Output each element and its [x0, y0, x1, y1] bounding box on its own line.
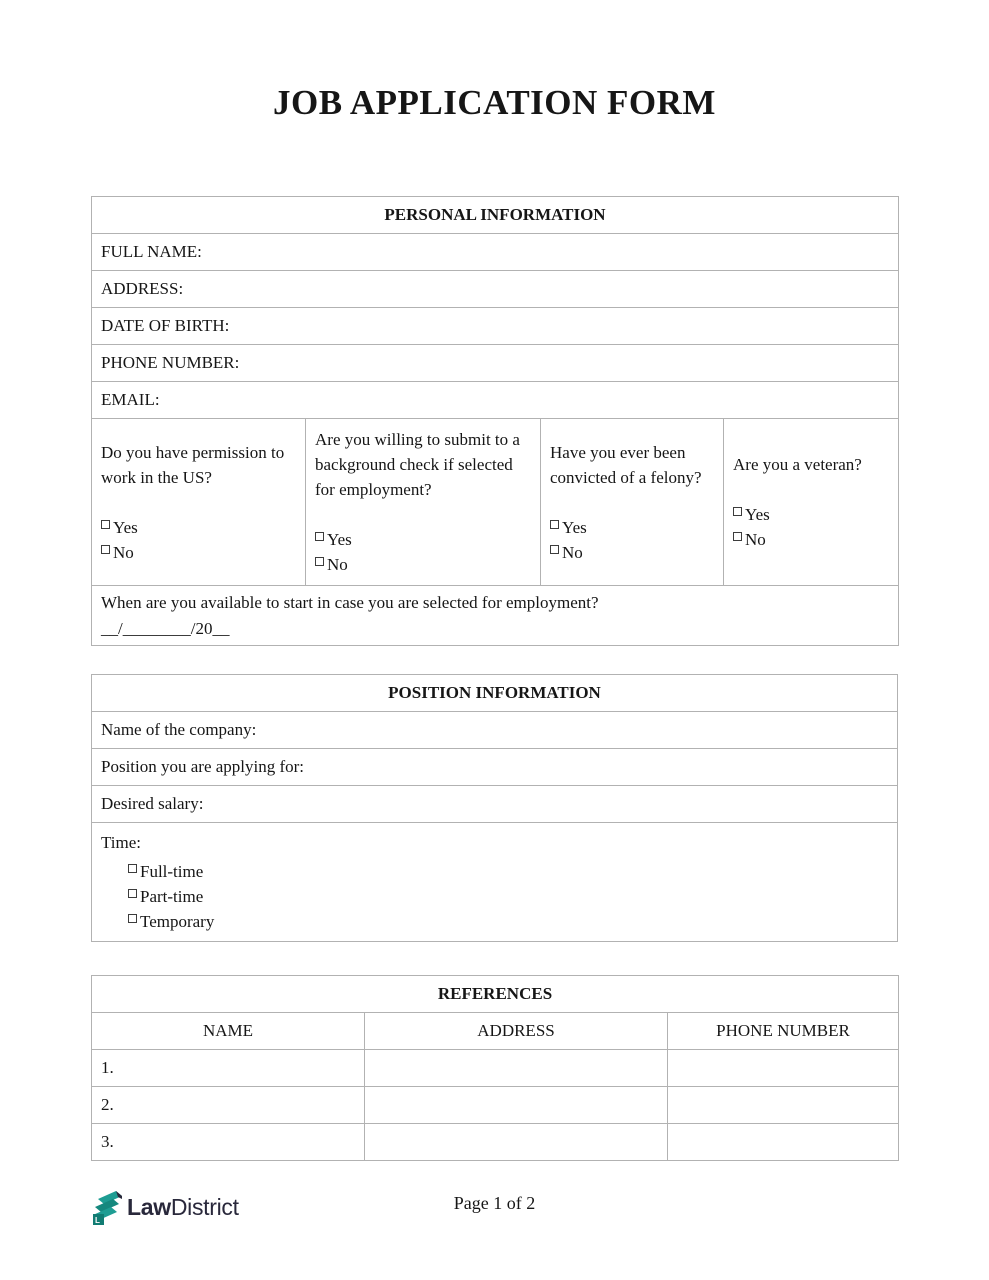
address-label: ADDRESS:	[101, 279, 184, 298]
references-address-column-header: ADDRESS	[365, 1013, 668, 1050]
availability-question: When are you available to start in case you are selected for employment?	[101, 592, 599, 612]
reference-row	[92, 1087, 899, 1124]
reference-row	[92, 1124, 899, 1161]
checkbox-icon[interactable]	[550, 545, 559, 554]
references-phone-column-header: PHONE NUMBER	[668, 1013, 899, 1050]
personal-section-header: PERSONAL INFORMATION	[92, 197, 899, 234]
option-no-label: No	[327, 555, 348, 574]
question-background-check	[306, 419, 541, 586]
company-name-label: Name of the company:	[101, 720, 257, 739]
phone-number-field[interactable]	[92, 345, 899, 382]
question-felony	[541, 419, 724, 586]
option-part-time-label: Part-time	[140, 887, 204, 906]
reference-2-number: 2.	[101, 1095, 114, 1114]
checkbox-icon[interactable]	[733, 532, 742, 541]
option-full-time-label: Full-time	[140, 862, 204, 881]
position-applied-field[interactable]	[92, 749, 898, 786]
page-footer	[0, 1187, 989, 1229]
option-no[interactable]	[315, 552, 531, 577]
full-name-field[interactable]	[92, 234, 899, 271]
question-work-permission	[92, 419, 306, 586]
option-no[interactable]	[733, 527, 889, 552]
time-label: Time:	[101, 833, 142, 852]
references-name-column-header: NAME	[92, 1013, 365, 1050]
references-section-header: REFERENCES	[92, 976, 899, 1013]
position-applied-label: Position you are applying for:	[101, 757, 305, 776]
reference-1-name-cell[interactable]	[92, 1050, 365, 1087]
checkbox-icon[interactable]	[128, 889, 137, 898]
option-yes[interactable]	[733, 502, 889, 527]
option-no[interactable]	[550, 540, 714, 565]
option-no-label: No	[113, 542, 134, 562]
checkbox-icon[interactable]	[101, 545, 110, 554]
option-temporary[interactable]	[128, 909, 888, 934]
option-yes-label: Yes	[562, 517, 587, 537]
question-veteran-text: Are you a veteran?	[733, 455, 862, 474]
reference-2-name-cell[interactable]	[92, 1087, 365, 1124]
position-section-header: POSITION INFORMATION	[92, 675, 898, 712]
date-of-birth-field[interactable]	[92, 308, 899, 345]
checkbox-icon[interactable]	[550, 520, 559, 529]
option-full-time[interactable]	[128, 859, 888, 884]
address-field[interactable]	[92, 271, 899, 308]
option-yes-label: Yes	[745, 505, 770, 524]
date-of-birth-label: DATE OF BIRTH:	[101, 316, 230, 335]
reference-1-number: 1.	[101, 1058, 114, 1077]
checkbox-icon[interactable]	[315, 532, 324, 541]
desired-salary-label: Desired salary:	[101, 794, 204, 813]
option-yes[interactable]	[101, 515, 296, 540]
brand-bold: Law	[127, 1194, 171, 1220]
availability-answer-line[interactable]: __/________/20__	[101, 618, 230, 638]
question-felony-text: Have you ever been convicted of a felony?	[550, 442, 702, 487]
reference-3-phone-cell[interactable]	[668, 1124, 899, 1161]
company-name-field[interactable]	[92, 712, 898, 749]
reference-2-phone-cell[interactable]	[668, 1087, 899, 1124]
checkbox-icon[interactable]	[101, 520, 110, 529]
svg-text:L: L	[95, 1216, 100, 1225]
option-part-time[interactable]	[128, 884, 888, 909]
reference-1-address-cell[interactable]	[365, 1050, 668, 1087]
time-field	[92, 823, 898, 942]
references-table	[91, 975, 899, 1161]
desired-salary-field[interactable]	[92, 786, 898, 823]
personal-information-table	[91, 196, 899, 646]
reference-3-number: 3.	[101, 1132, 114, 1151]
reference-2-address-cell[interactable]	[365, 1087, 668, 1124]
email-label: EMAIL:	[101, 390, 160, 409]
checkbox-icon[interactable]	[733, 507, 742, 516]
reference-1-phone-cell[interactable]	[668, 1050, 899, 1087]
brand-regular: District	[170, 1194, 239, 1220]
question-work-permission-text: Do you have permission to work in the US?	[101, 442, 285, 487]
option-no-label: No	[562, 542, 583, 562]
full-name-label: FULL NAME:	[101, 242, 202, 261]
reference-3-name-cell[interactable]	[92, 1124, 365, 1161]
reference-3-address-cell[interactable]	[365, 1124, 668, 1161]
phone-number-label: PHONE NUMBER:	[101, 353, 240, 372]
option-yes[interactable]	[315, 527, 531, 552]
question-veteran	[724, 419, 899, 586]
page-number: Page 1 of 2	[453, 1193, 536, 1213]
email-field[interactable]	[92, 382, 899, 419]
option-no-label: No	[745, 530, 766, 549]
option-yes[interactable]	[550, 515, 714, 540]
checkbox-icon[interactable]	[128, 914, 137, 923]
option-no[interactable]	[101, 540, 296, 565]
option-yes-label: Yes	[327, 530, 352, 549]
position-information-table	[91, 674, 898, 942]
option-yes-label: Yes	[113, 517, 138, 537]
reference-row	[92, 1050, 899, 1087]
page-title: JOB APPLICATION FORM	[273, 83, 716, 122]
checkbox-icon[interactable]	[315, 557, 324, 566]
question-background-check-text: Are you willing to submit to a background check if selected for employment?	[315, 430, 520, 499]
availability-field[interactable]	[92, 586, 899, 646]
option-temporary-label: Temporary	[140, 912, 215, 931]
checkbox-icon[interactable]	[128, 864, 137, 873]
